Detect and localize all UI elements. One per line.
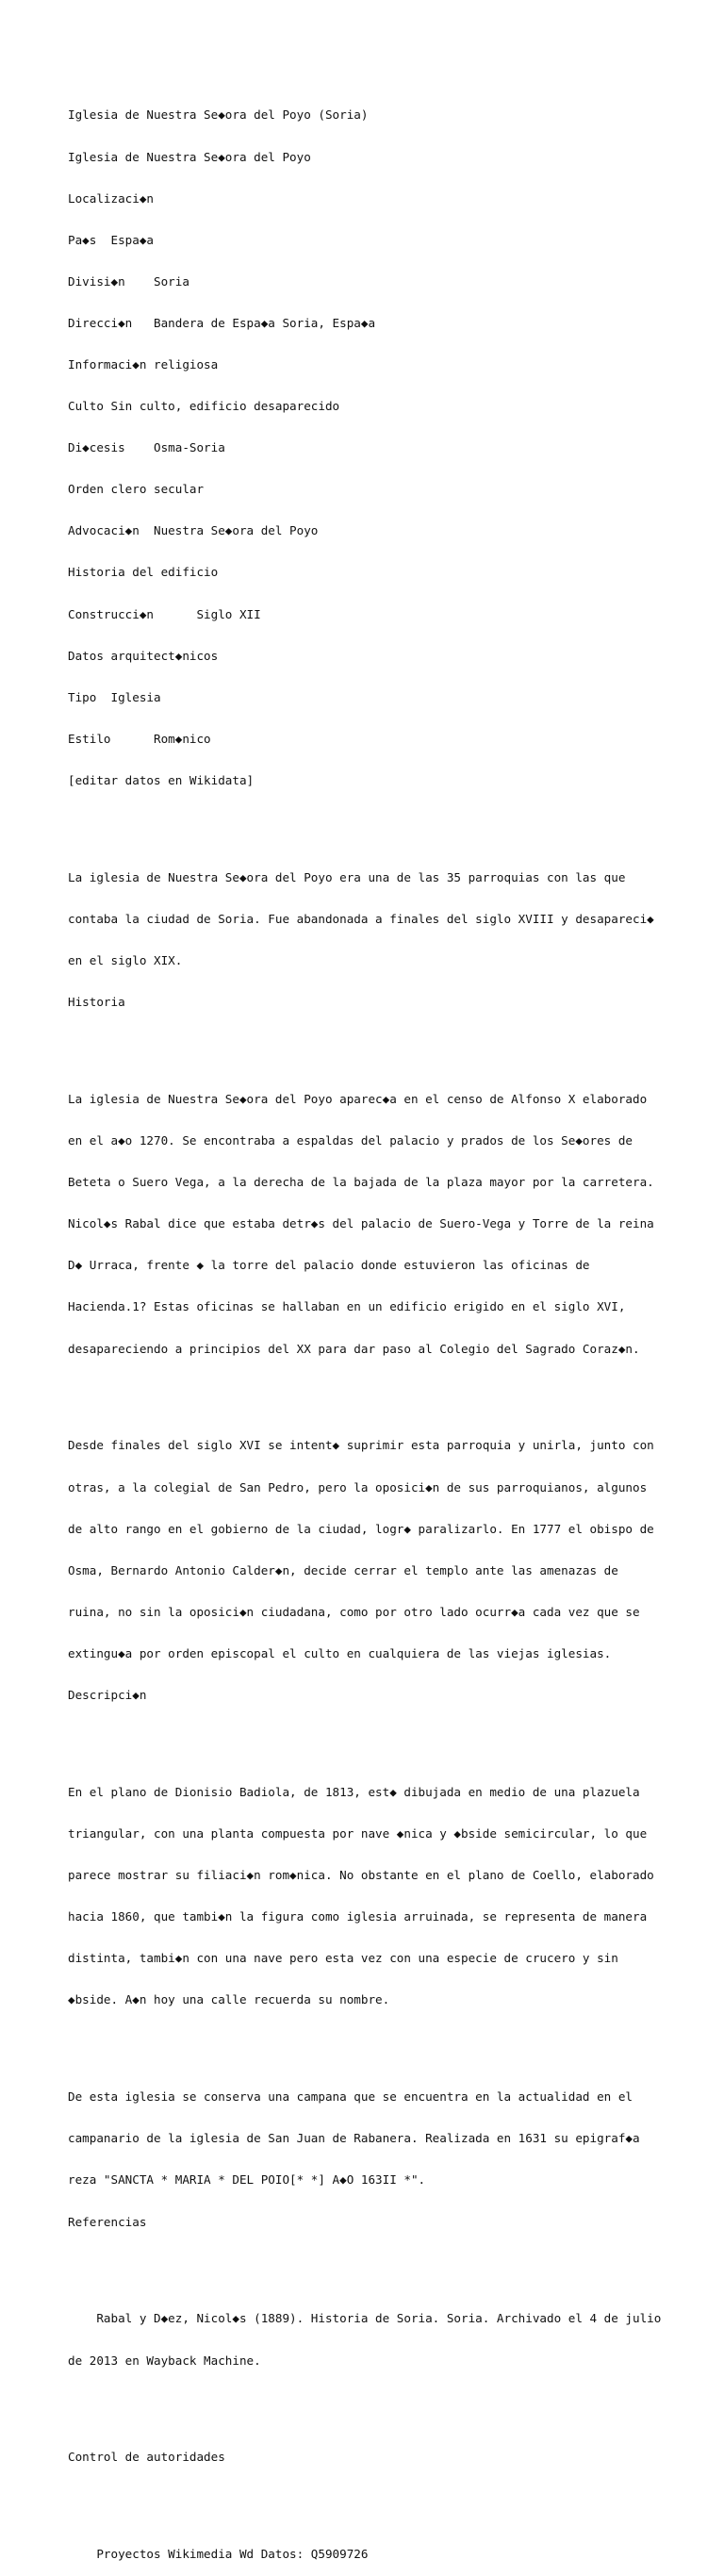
- historia-p1-line: en el a◆o 1270. Se encontraba a espaldas del palacio y prados de los Se◆ores de: [68, 1133, 633, 1148]
- historia-p2-line: Osma, Bernardo Antonio Calder◆n, decide cerrar el templo ante las amenazas de: [68, 1562, 618, 1577]
- descripcion-p1-line: En el plano de Dionisio Badiola, de 1813, est◆ dibujada en medio de una plazuela: [68, 1784, 640, 1799]
- control-heading: Control de autoridades: [68, 2450, 225, 2465]
- type-row: Tipo Iglesia: [68, 689, 161, 704]
- building-history-heading: Historia del edificio: [68, 565, 219, 580]
- edit-wikidata-link[interactable]: [editar datos en Wikidata]: [68, 772, 255, 787]
- descripcion-p2-line: campanario de la iglesia de San Juan de Rabanera. Realizada en 1631 su epigraf◆a: [68, 2131, 640, 2146]
- blank-line: [68, 1037, 671, 1051]
- historia-p2-line: otras, a la colegial de San Pedro, pero la oposici◆n de sus parroquianos, algunos: [68, 1479, 648, 1494]
- intro-line: contaba la ciudad de Soria. Fue abandonada a finales del siglo XVIII y desapareci◆: [68, 911, 654, 926]
- blank-line: [68, 1384, 671, 1398]
- infobox-name: Iglesia de Nuestra Se◆ora del Poyo: [68, 149, 311, 164]
- historia-p2-line: de alto rango en el gobierno de la ciudad, logr◆ paralizarlo. En 1777 el obispo de: [68, 1521, 654, 1536]
- blank-line: [68, 2257, 671, 2271]
- historia-p2-line: Desde finales del siglo XVI se intent◆ suprimir esta parroquia y unirla, junto con: [68, 1438, 654, 1453]
- infobox-title: Iglesia de Nuestra Se◆ora del Poyo (Soria): [68, 107, 369, 123]
- division-row: Divisi◆n Soria: [68, 273, 189, 289]
- blank-line: [68, 2396, 671, 2410]
- descripcion-heading: Descripci◆n: [68, 1687, 147, 1702]
- advocation-row: Advocaci◆n Nuestra Se◆ora del Poyo: [68, 523, 319, 538]
- document-page: [68, 81, 671, 2576]
- referencias-heading: Referencias: [68, 2214, 147, 2229]
- blank-line: [68, 1730, 671, 1744]
- historia-p1-line: Nicol◆s Rabal dice que estaba detr◆s del palacio de Suero-Vega y Torre de la reina: [68, 1216, 654, 1231]
- order-row: Orden clero secular: [68, 482, 205, 497]
- blank-line: [68, 2492, 671, 2506]
- country-row: Pa◆s Espa◆a: [68, 232, 154, 247]
- address-row: Direcci◆n Bandera de Espa◆a Soria, Espa◆a: [68, 315, 376, 330]
- descripcion-p1-line: hacia 1860, que tambi◆n la figura como iglesia arruinada, se representa de manera: [68, 1909, 648, 1924]
- historia-p1-line: D◆ Urraca, frente ◆ la torre del palacio donde estuvieron las oficinas de: [68, 1258, 590, 1273]
- descripcion-p1-line: parece mostrar su filiaci◆n rom◆nica. No obstante en el plano de Coello, elaborado: [68, 1868, 654, 1883]
- historia-p1-line: Hacienda.1? Estas oficinas se hallaban en un edificio erigido en el siglo XVI,: [68, 1299, 626, 1314]
- architecture-heading: Datos arquitect◆nicos: [68, 648, 219, 663]
- reference-line: Rabal y D◆ez, Nicol◆s (1889). Historia de Soria. Soria. Archivado el 4 de julio: [68, 2311, 662, 2326]
- authority-line[interactable]: Proyectos Wikimedia Wd Datos: Q5909726: [68, 2547, 369, 2562]
- construction-row: Construcci◆n Siglo XII: [68, 606, 261, 621]
- diocese-row: Di◆cesis Osma-Soria: [68, 440, 225, 455]
- style-row: Estilo Rom◆nico: [68, 731, 211, 746]
- descripcion-p2-line: reza "SANCTA * MARIA * DEL POIO[* *] A◆O 163II *".: [68, 2172, 426, 2188]
- blank-line: [68, 816, 671, 830]
- religious-heading: Informaci◆n religiosa: [68, 356, 219, 372]
- descripcion-p2-line: De esta iglesia se conserva una campana que se encuentra en la actualidad en el: [68, 2089, 633, 2105]
- descripcion-p1-line: ◆bside. A◆n hoy una calle recuerda su nombre.: [68, 1992, 390, 2007]
- cult-row: Culto Sin culto, edificio desaparecido: [68, 399, 340, 414]
- intro-line: en el siglo XIX.: [68, 952, 183, 967]
- historia-p1-line: La iglesia de Nuestra Se◆ora del Poyo aparec◆a en el censo de Alfonso X elaborado: [68, 1091, 648, 1106]
- blank-line: [68, 2035, 671, 2049]
- historia-p1-line: desapareciendo a principios del XX para dar paso al Colegio del Sagrado Coraz◆n.: [68, 1341, 640, 1356]
- reference-line: de 2013 en Wayback Machine.: [68, 2353, 261, 2368]
- descripcion-p1-line: triangular, con una planta compuesta por nave ◆nica y ◆bside semicircular, lo que: [68, 1825, 648, 1841]
- location-heading: Localizaci◆n: [68, 190, 154, 206]
- intro-line: La iglesia de Nuestra Se◆ora del Poyo era una de las 35 parroquias con las que: [68, 869, 626, 884]
- historia-p2-line: ruina, no sin la oposici◆n ciudadana, como por otro lado ocurr◆a cada vez que se: [68, 1604, 640, 1619]
- historia-heading: Historia: [68, 995, 125, 1010]
- descripcion-p1-line: distinta, tambi◆n con una nave pero esta vez con una especie de crucero y sin: [68, 1951, 618, 1966]
- historia-p2-line: extingu◆a por orden episcopal el culto en cualquiera de las viejas iglesias.: [68, 1645, 612, 1660]
- historia-p1-line: Beteta o Suero Vega, a la derecha de la bajada de la plaza mayor por la carretera.: [68, 1175, 654, 1190]
